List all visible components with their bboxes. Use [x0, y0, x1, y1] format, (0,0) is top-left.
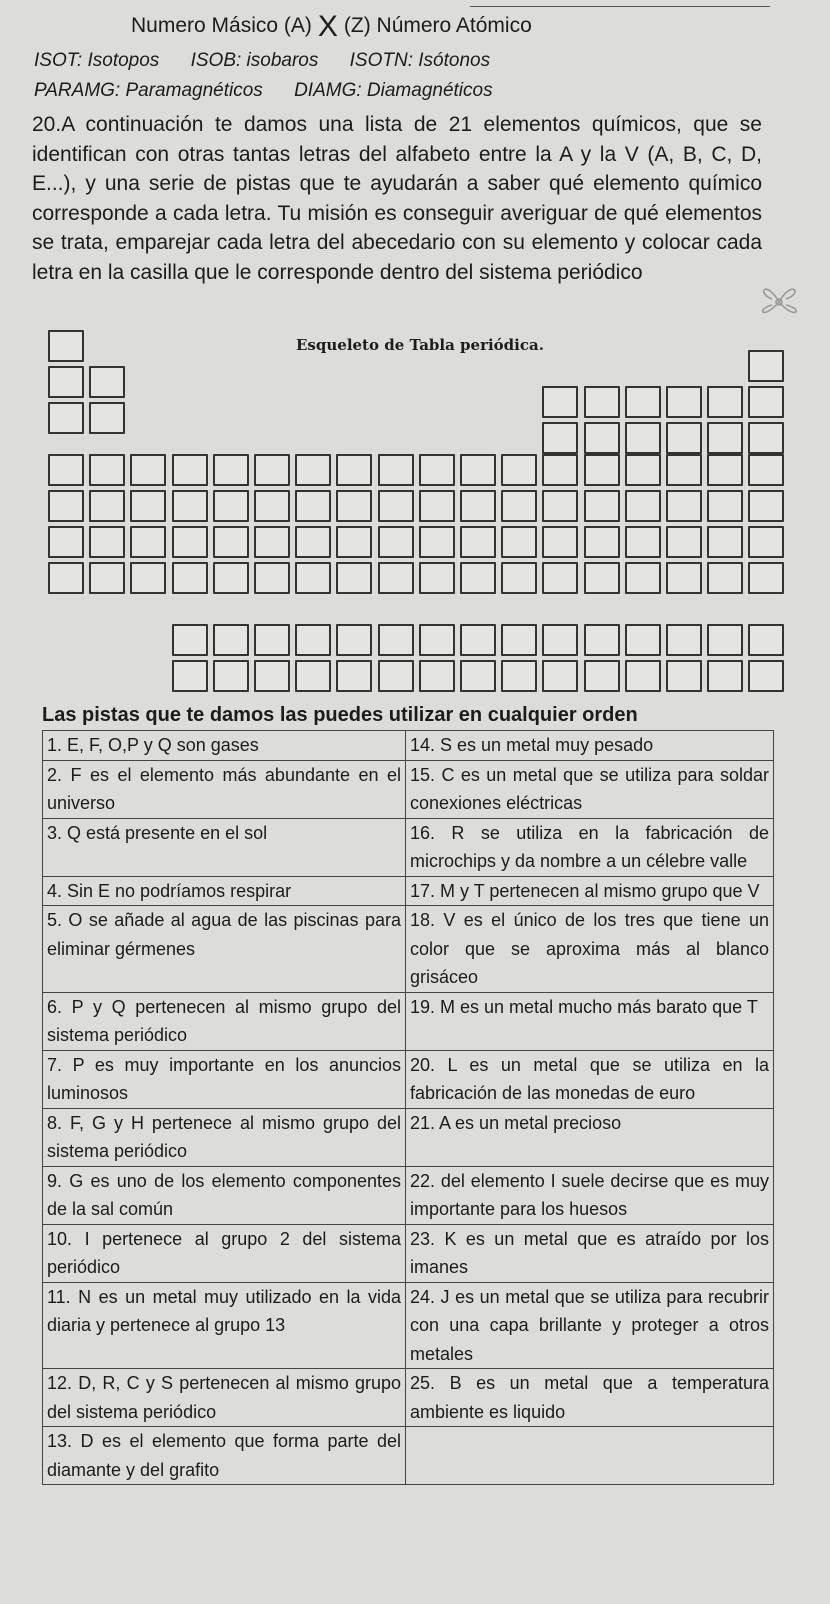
- element-cell: [748, 660, 784, 692]
- clue-cell: [406, 1427, 774, 1485]
- table-row: [43, 731, 774, 761]
- element-cell: [707, 422, 743, 454]
- element-cell: [336, 562, 372, 594]
- element-cell: [460, 562, 496, 594]
- clue-cell: 9. G es uno de los elemento componentes de la sal común: [43, 1166, 406, 1224]
- element-cell: [748, 350, 784, 382]
- clue-cell: 21. A es un metal precioso: [406, 1108, 774, 1166]
- element-cell: [542, 526, 578, 558]
- element-cell: [130, 490, 166, 522]
- element-cell: [748, 526, 784, 558]
- clue-cell: 15. C es un metal que se utiliza para soldar conexiones eléctricas: [406, 760, 774, 818]
- element-cell: [213, 562, 249, 594]
- element-cell: [378, 526, 414, 558]
- element-cell: [254, 660, 290, 692]
- paramagnetic-abbrev: PARAMG: Paramagnéticos: [34, 80, 263, 101]
- element-cell: [48, 454, 84, 486]
- element-cell: [748, 562, 784, 594]
- mass-number-label: Numero Másico (A): [131, 14, 312, 37]
- clue-cell: 12. D, R, C y S pertenecen al mismo grupo del sistema periódico: [43, 1369, 406, 1427]
- element-cell: [584, 562, 620, 594]
- isotonos-abbrev: ISOTN: Isótonos: [349, 50, 491, 71]
- clue-cell: 19. M es un metal mucho más barato que T: [406, 992, 774, 1050]
- element-cell: [336, 490, 372, 522]
- element-cell: [707, 490, 743, 522]
- element-cell: [707, 526, 743, 558]
- element-cell: [419, 624, 455, 656]
- clue-cell: 3. Q está presente en el sol: [43, 818, 406, 876]
- element-cell: [172, 490, 208, 522]
- element-cell: [89, 490, 125, 522]
- element-cell: [625, 386, 661, 418]
- element-cell: [172, 562, 208, 594]
- element-cell: [501, 562, 537, 594]
- element-cell: [48, 562, 84, 594]
- element-cell: [460, 490, 496, 522]
- element-cell: [460, 526, 496, 558]
- atomic-number-label: (Z) Número Atómico: [343, 14, 532, 37]
- element-cell: [625, 454, 661, 486]
- table-row: [43, 1108, 774, 1166]
- element-cell: [254, 490, 290, 522]
- table-row: [43, 876, 774, 906]
- element-cell: [666, 386, 702, 418]
- element-cell: [378, 454, 414, 486]
- element-cell: [460, 660, 496, 692]
- clue-cell: 2. F es el elemento más abundante en el universo: [43, 760, 406, 818]
- element-cell: [419, 660, 455, 692]
- element-cell: [748, 422, 784, 454]
- element-cell: [378, 624, 414, 656]
- element-cell: [748, 454, 784, 486]
- element-cell: [213, 526, 249, 558]
- element-cell: [419, 454, 455, 486]
- element-cell: [584, 454, 620, 486]
- element-cell: [213, 454, 249, 486]
- diamagnetic-abbrev: DIAMG: Diamagnéticos: [294, 80, 493, 101]
- element-cell: [254, 454, 290, 486]
- element-cell: [542, 562, 578, 594]
- element-cell: [666, 490, 702, 522]
- element-cell: [295, 526, 331, 558]
- table-row: [43, 992, 774, 1050]
- element-cell: [89, 402, 125, 434]
- clue-cell: 16. R se utiliza en la fabricación de microchips y da nombre a un célebre valle: [406, 818, 774, 876]
- clues-title: Las pistas que te damos las puedes utilizar en cualquier orden: [42, 704, 638, 726]
- clue-cell: 17. M y T pertenecen al mismo grupo que V: [406, 876, 774, 906]
- element-cell: [130, 526, 166, 558]
- element-cell: [625, 660, 661, 692]
- clue-cell: 13. D es el elemento que forma parte del diamante y del grafito: [43, 1427, 406, 1485]
- element-cell: [707, 562, 743, 594]
- element-cell: [542, 422, 578, 454]
- element-cell: [254, 624, 290, 656]
- element-cell: [584, 386, 620, 418]
- clues-table: [42, 730, 774, 1485]
- element-cell: [295, 490, 331, 522]
- element-cell: [625, 422, 661, 454]
- element-cell: [336, 624, 372, 656]
- element-cell: [666, 562, 702, 594]
- element-cell: [584, 422, 620, 454]
- element-cell: [748, 624, 784, 656]
- element-cell: [501, 526, 537, 558]
- clue-cell: 4. Sin E no podríamos respirar: [43, 876, 406, 906]
- element-cell: [584, 624, 620, 656]
- clue-cell: 5. O se añade al agua de las piscinas para eliminar gérmenes: [43, 906, 406, 993]
- element-cell: [336, 454, 372, 486]
- element-cell: [213, 660, 249, 692]
- element-cell: [48, 526, 84, 558]
- element-cell: [666, 526, 702, 558]
- element-cell: [419, 562, 455, 594]
- table-row: [43, 1166, 774, 1224]
- element-cell: [748, 386, 784, 418]
- element-cell: [625, 490, 661, 522]
- element-cell: [130, 454, 166, 486]
- periodic-table-skeleton: [0, 0, 830, 700]
- table-row: [43, 1050, 774, 1108]
- element-cell: [378, 660, 414, 692]
- element-cell: [172, 454, 208, 486]
- clue-cell: 22. del elemento I suele decirse que es muy importante para los huesos: [406, 1166, 774, 1224]
- element-cell: [707, 386, 743, 418]
- element-cell: [666, 422, 702, 454]
- element-cell: [172, 624, 208, 656]
- element-cell: [666, 660, 702, 692]
- element-cell: [295, 624, 331, 656]
- element-cell: [89, 366, 125, 398]
- element-cell: [130, 562, 166, 594]
- table-row: [43, 1427, 774, 1485]
- element-cell: [501, 660, 537, 692]
- element-cell: [378, 562, 414, 594]
- element-cell: [48, 366, 84, 398]
- clue-cell: 20. L es un metal que se utiliza en la fabricación de las monedas de euro: [406, 1050, 774, 1108]
- element-cell: [625, 624, 661, 656]
- element-cell: [89, 454, 125, 486]
- element-cell: [542, 386, 578, 418]
- element-cell: [89, 562, 125, 594]
- periodic-table-title: Esqueleto de Tabla periódica.: [296, 336, 544, 354]
- element-cell: [48, 402, 84, 434]
- element-cell: [48, 330, 84, 362]
- clue-cell: 1. E, F, O,P y Q son gases: [43, 731, 406, 761]
- element-cell: [542, 490, 578, 522]
- element-cell: [172, 660, 208, 692]
- clue-cell: 24. J es un metal que se utiliza para recubrir con una capa brillante y proteger a otros metales: [406, 1282, 774, 1369]
- exercise-instructions: 20.A continuación te damos una lista de 21 elementos químicos, que se identifican con otras tantas letras del alfabeto entre la A y la V (A, B, C, D, E...), y una serie de pistas que te ayudarán a saber qué elemento químico corresponde a cada letra. Tu misión es conseguir averiguar de qué elementos se trata, emparejar cada letra del abecedario con su elemento y colocar cada letra en la casilla que le corresponde dentro del sistema periódico: [32, 113, 762, 284]
- element-cell: [295, 562, 331, 594]
- element-cell: [707, 660, 743, 692]
- element-cell: [419, 526, 455, 558]
- element-cell: [460, 454, 496, 486]
- element-cell: [584, 660, 620, 692]
- element-cell: [419, 490, 455, 522]
- element-cell: [542, 454, 578, 486]
- table-row: [43, 1224, 774, 1282]
- element-cell: [625, 562, 661, 594]
- element-cell: [501, 624, 537, 656]
- element-cell: [501, 490, 537, 522]
- element-cell: [584, 526, 620, 558]
- table-row: [43, 1369, 774, 1427]
- element-cell: [501, 454, 537, 486]
- table-row: [43, 1282, 774, 1369]
- element-cell: [542, 660, 578, 692]
- element-cell: [295, 454, 331, 486]
- element-cell: [748, 490, 784, 522]
- element-cell: [254, 526, 290, 558]
- clue-cell: 8. F, G y H pertenece al mismo grupo del sistema periódico: [43, 1108, 406, 1166]
- table-row: [43, 906, 774, 993]
- element-cell: [707, 624, 743, 656]
- element-cell: [254, 562, 290, 594]
- element-cell: [542, 624, 578, 656]
- element-cell: [213, 490, 249, 522]
- element-cell: [707, 454, 743, 486]
- clue-cell: 18. V es el único de los tres que tiene un color que se aproxima más al blanco grisáceo: [406, 906, 774, 993]
- clue-cell: 6. P y Q pertenecen al mismo grupo del sistema periódico: [43, 992, 406, 1050]
- element-cell: [213, 624, 249, 656]
- element-cell: [460, 624, 496, 656]
- clue-cell: 10. I pertenece al grupo 2 del sistema periódico: [43, 1224, 406, 1282]
- isotopos-abbrev: ISOT: Isotopos: [34, 50, 160, 71]
- clue-cell: 11. N es un metal muy utilizado en la vida diaria y pertenece al grupo 13: [43, 1282, 406, 1369]
- clue-cell: 14. S es un metal muy pesado: [406, 731, 774, 761]
- element-cell: [48, 490, 84, 522]
- element-cell: [625, 526, 661, 558]
- clue-cell: 25. B es un metal que a temperatura ambiente es liquido: [406, 1369, 774, 1427]
- element-cell: [666, 454, 702, 486]
- cross-mark: X: [317, 10, 338, 43]
- element-cell: [666, 624, 702, 656]
- element-cell: [584, 490, 620, 522]
- table-row: [43, 760, 774, 818]
- element-cell: [378, 490, 414, 522]
- element-cell: [336, 660, 372, 692]
- isobaros-abbrev: ISOB: isobaros: [190, 50, 319, 71]
- clue-cell: 23. K es un metal que es atraído por los imanes: [406, 1224, 774, 1282]
- element-cell: [295, 660, 331, 692]
- table-row: [43, 818, 774, 876]
- element-cell: [89, 526, 125, 558]
- clue-cell: 7. P es muy importante en los anuncios luminosos: [43, 1050, 406, 1108]
- element-cell: [336, 526, 372, 558]
- element-cell: [172, 526, 208, 558]
